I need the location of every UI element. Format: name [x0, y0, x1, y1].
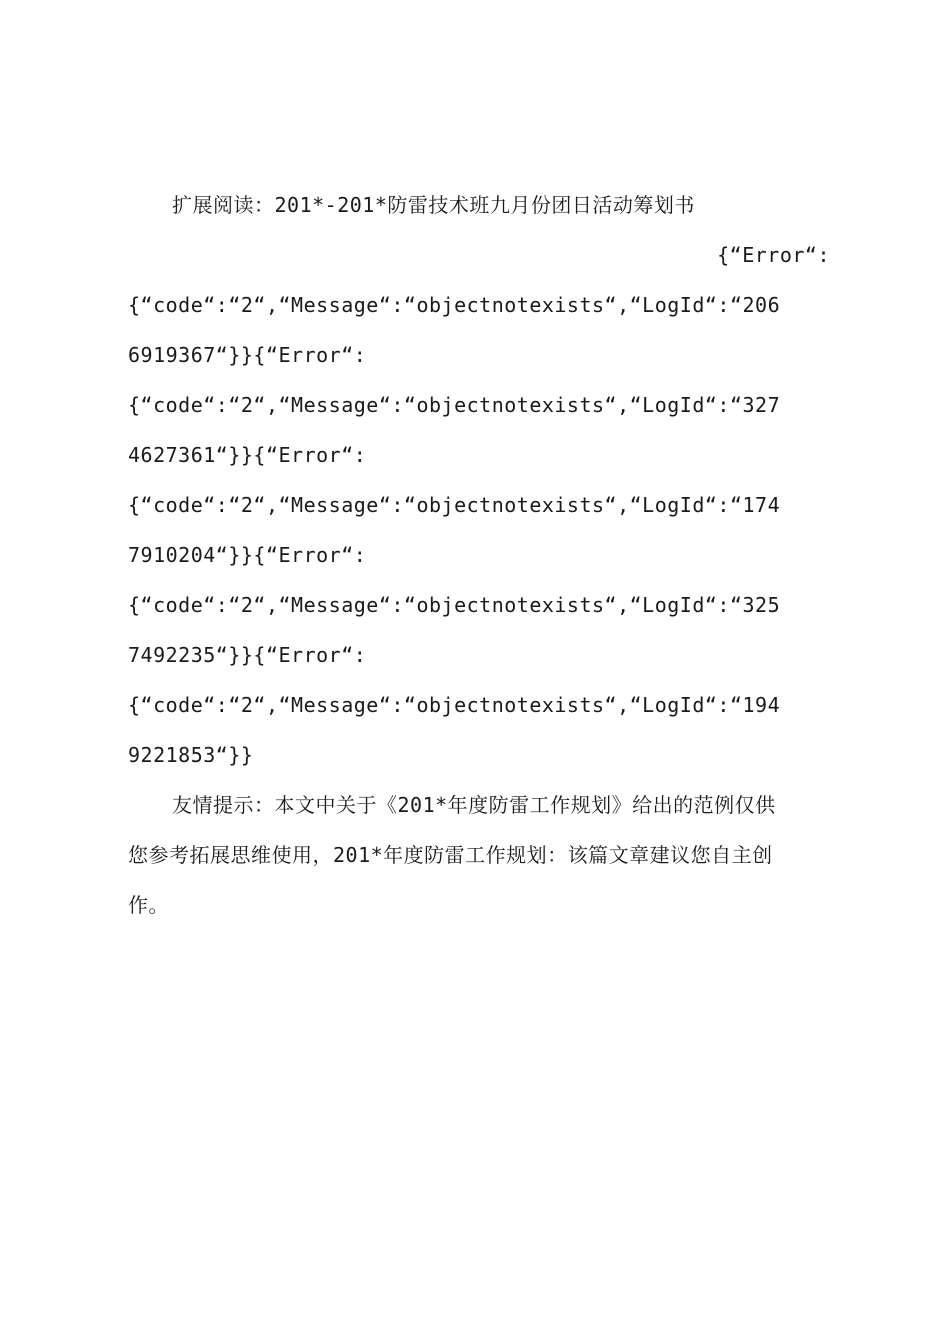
tip-line: 作。 — [128, 893, 169, 917]
error-line: {“Error“: — [717, 243, 830, 267]
error-line: 7910204“}}{“Error“: — [128, 543, 367, 567]
error-line: {“code“:“2“,“Message“:“objectnotexists“,“LogId“:“327 — [128, 393, 781, 417]
error-line: {“code“:“2“,“Message“:“objectnotexists“,“LogId“:“174 — [128, 493, 781, 517]
error-line: {“code“:“2“,“Message“:“objectnotexists“,“LogId“:“206 — [128, 293, 781, 317]
tip-line: 友情提示：本文中关于《201*年度防雷工作规划》给出的范例仅供 — [172, 793, 776, 817]
friendly-tip-paragraph — [128, 780, 830, 930]
error-line: {“code“:“2“,“Message“:“objectnotexists“,“LogId“:“325 — [128, 593, 781, 617]
extended-reading-paragraph — [128, 180, 830, 230]
error-log-block — [128, 230, 830, 780]
error-line: 7492235“}}{“Error“: — [128, 643, 367, 667]
extended-reading-title: 扩展阅读：201*-201*防雷技术班九月份团日活动筹划书 — [172, 193, 695, 217]
error-line: 4627361“}}{“Error“: — [128, 443, 367, 467]
error-line: 9221853“}} — [128, 743, 254, 767]
tip-line: 您参考拓展思维使用，201*年度防雷工作规划：该篇文章建议您自主创 — [128, 843, 773, 867]
error-line: 6919367“}}{“Error“: — [128, 343, 367, 367]
error-line: {“code“:“2“,“Message“:“objectnotexists“,“LogId“:“194 — [128, 693, 781, 717]
